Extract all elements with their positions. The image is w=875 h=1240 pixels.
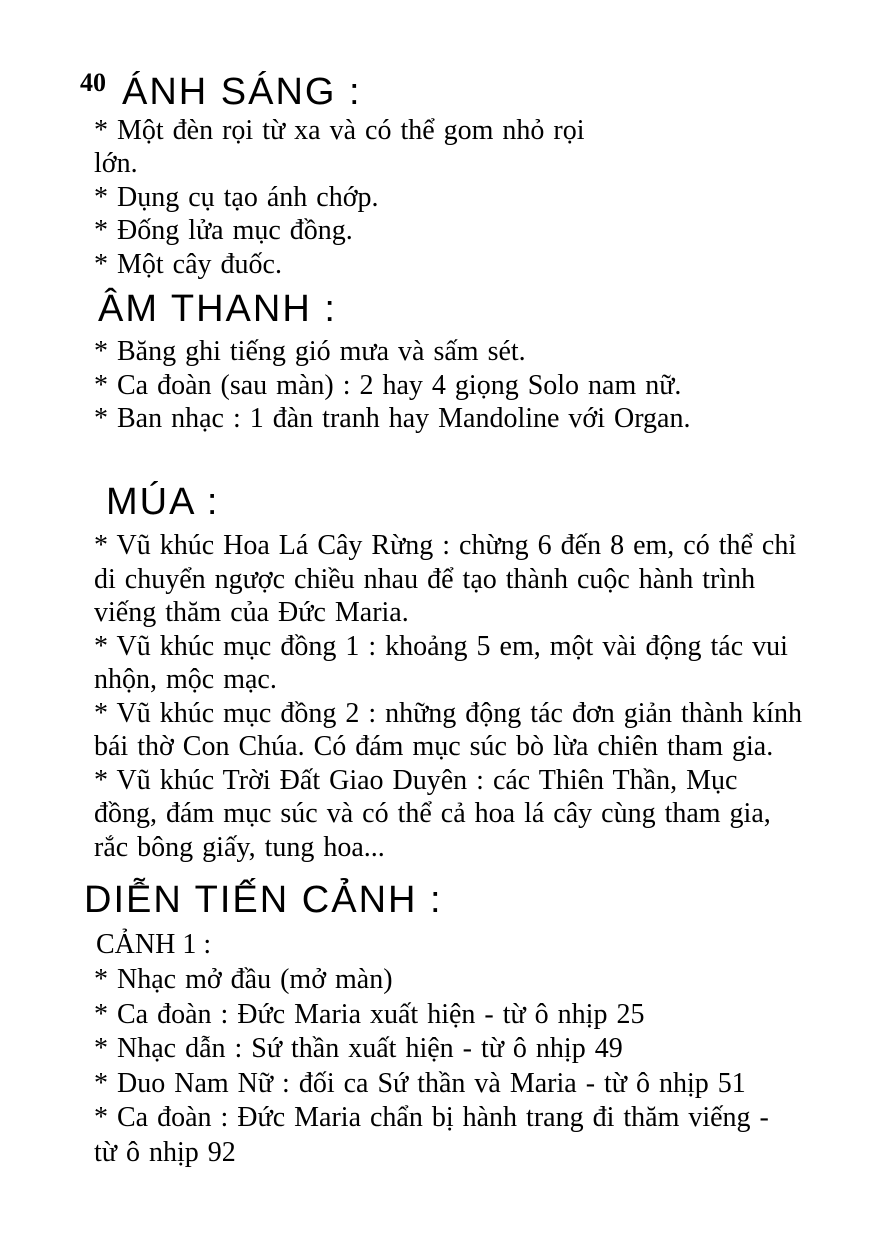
text-line: di chuyển ngược chiều nhau để tạo thành cuộc hành trình bbox=[94, 563, 756, 595]
text-line: * Một đèn rọi từ xa và có thể gom nhỏ rọi bbox=[94, 114, 585, 146]
text-line: * Băng ghi tiếng gió mưa và sấm sét. bbox=[94, 336, 526, 368]
text-line: rắc bông giấy, tung hoa... bbox=[94, 831, 385, 863]
section-am-thanh bbox=[88, 289, 820, 435]
text-line: từ ô nhịp 92 bbox=[94, 1136, 236, 1168]
section-body bbox=[94, 963, 820, 1170]
section-dien-tien-canh bbox=[84, 879, 820, 1170]
section-body bbox=[94, 335, 820, 436]
text-line: * Ca đoàn (sau màn) : 2 hay 4 giọng Solo nam nữ. bbox=[94, 369, 682, 401]
text-line: * Ban nhạc : 1 đàn tranh hay Mandoline với Organ. bbox=[94, 403, 691, 435]
text-line: * Ca đoàn : Đức Maria xuất hiện - từ ô nhịp 25 bbox=[94, 998, 645, 1030]
text-line: * Nhạc dẫn : Sứ thần xuất hiện - từ ô nhịp 49 bbox=[94, 1033, 623, 1065]
text-line: * Vũ khúc mục đồng 1 : khoảng 5 em, một vài động tác vui bbox=[94, 630, 788, 662]
page-number: 40 bbox=[80, 68, 106, 97]
scene-subheading: CẢNH 1 : bbox=[96, 929, 212, 961]
text-line: * Dụng cụ tạo ánh chớp. bbox=[94, 181, 379, 213]
section-heading-dien-tien-canh: DIỄN TIẾN CẢNH : bbox=[84, 879, 443, 922]
text-line: viếng thăm của Đức Maria. bbox=[94, 597, 409, 629]
section-body bbox=[94, 114, 820, 282]
text-line: bái thờ Con Chúa. Có đám mục súc bò lừa chiên tham gia. bbox=[94, 731, 774, 763]
section-heading-mua: MÚA : bbox=[106, 480, 220, 523]
text-line: lớn. bbox=[94, 148, 138, 180]
text-line: đồng, đám mục súc và có thể cả hoa lá cây cùng tham gia, bbox=[94, 798, 771, 830]
text-line: * Duo Nam Nữ : đối ca Sứ thần và Maria - từ ô nhịp 51 bbox=[94, 1067, 746, 1099]
text-line: * Vũ khúc mục đồng 2 : những động tác đơn giản thành kính bbox=[94, 697, 802, 729]
text-line: * Vũ khúc Trời Đất Giao Duyên : các Thiên Thần, Mục bbox=[94, 764, 738, 796]
section-mua bbox=[88, 482, 820, 865]
page-header bbox=[80, 68, 820, 114]
section-body bbox=[94, 529, 820, 864]
text-line: * Một cây đuốc. bbox=[94, 248, 282, 280]
text-line: * Ca đoàn : Đức Maria chẩn bị hành trang đi thăm viếng - bbox=[94, 1102, 769, 1134]
text-line: * Vũ khúc Hoa Lá Cây Rừng : chừng 6 đến 8 em, có thể chỉ bbox=[94, 530, 797, 562]
text-line: nhộn, mộc mạc. bbox=[94, 664, 277, 696]
section-anh-sang bbox=[80, 68, 820, 281]
text-line: * Đống lửa mục đồng. bbox=[94, 215, 353, 247]
section-heading-am-thanh: ÂM THANH : bbox=[98, 288, 337, 331]
section-heading-anh-sang: ÁNH SÁNG : bbox=[122, 71, 362, 113]
text-line: * Nhạc mở đầu (mở màn) bbox=[94, 964, 393, 996]
